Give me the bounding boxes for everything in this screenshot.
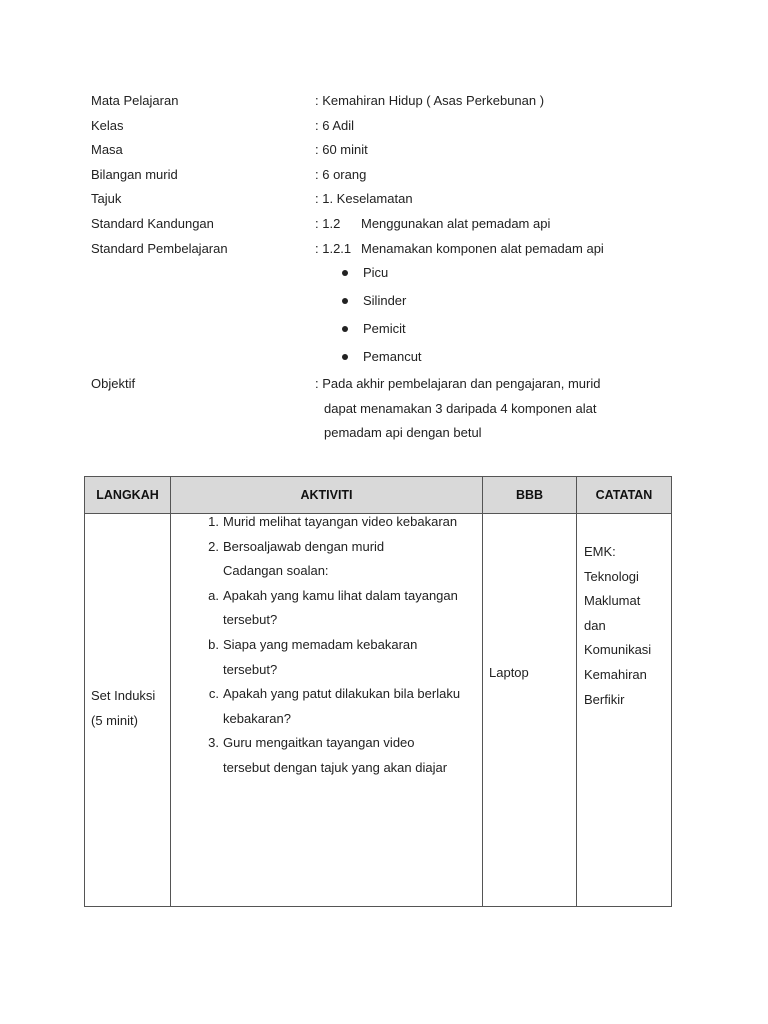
bullet-dot-icon (342, 298, 348, 304)
activity-line (197, 587, 487, 612)
activity-text: Cadangan soalan: (223, 563, 329, 579)
info-label: Bilangan murid (91, 166, 178, 182)
objektif-label: Objektif (91, 376, 136, 391)
info-row-standard-pembelajaran (91, 240, 691, 265)
activity-line (197, 636, 487, 661)
activity-number: c. (208, 686, 219, 702)
info-code: : 1.2.1 (315, 240, 352, 256)
activity-line (197, 759, 487, 784)
info-label: Masa (91, 142, 123, 158)
component-bullet-list (339, 264, 422, 376)
info-label: Standard Pembelajaran (91, 240, 228, 256)
bullet-item (339, 348, 422, 376)
info-value (315, 215, 550, 233)
bullet-item (339, 264, 422, 292)
header-aktiviti: AKTIVITI (300, 488, 353, 502)
activity-text: kebakaran? (223, 710, 291, 726)
cell-langkah (91, 684, 155, 733)
info-value: : 6 orang (315, 166, 367, 182)
langkah-line: Set Induksi (91, 688, 156, 703)
activity-line (197, 734, 487, 759)
info-row-standard-kandungan (91, 215, 691, 240)
activity-text: tersebut? (223, 612, 278, 628)
objektif-value (315, 375, 635, 449)
activity-line (197, 538, 487, 563)
info-row-masa (91, 141, 691, 166)
activity-number: b. (208, 636, 219, 652)
catatan-line: Berfikir (584, 691, 625, 707)
info-label: Standard Kandungan (91, 215, 214, 231)
activity-number: a. (208, 587, 219, 603)
info-row-bilangan-murid (91, 166, 691, 191)
info-row-mata-pelajaran (91, 92, 691, 117)
objektif-line: dapat menamakan 3 daripada 4 komponen alat (324, 400, 597, 416)
activity-line (197, 513, 487, 538)
header-langkah: LANGKAH (96, 488, 159, 502)
info-value: : 6 Adil (315, 117, 355, 133)
activity-text: Bersoaljawab dengan murid (223, 538, 385, 554)
bullet-item (339, 292, 422, 320)
info-value-text: Menggunakan alat pemadam api (361, 215, 551, 231)
bullet-dot-icon (342, 326, 348, 332)
info-label: Kelas (91, 117, 124, 133)
info-value-text: Menamakan komponen alat pemadam api (361, 240, 604, 256)
info-label: Tajuk (91, 191, 122, 207)
activity-text: tersebut dengan tajuk yang akan diajar (223, 759, 448, 775)
bullet-text: Pemancut (363, 349, 422, 364)
bullet-dot-icon (342, 270, 348, 276)
cell-aktiviti (197, 513, 487, 784)
bullet-text: Silinder (363, 293, 407, 308)
activity-number: 2. (208, 538, 219, 554)
activity-line (197, 562, 487, 587)
activity-line (197, 710, 487, 735)
column-divider (576, 477, 577, 906)
table-header-row (85, 477, 671, 514)
info-code: : 1.2 (315, 215, 341, 231)
cell-catatan (584, 540, 651, 712)
bullet-text: Picu (363, 265, 389, 280)
activity-line (197, 685, 487, 710)
objektif-line: : Pada akhir pembelajaran dan pengajaran, murid (315, 376, 601, 391)
info-value: : 1. Keselamatan (315, 191, 413, 207)
bullet-item (339, 320, 422, 348)
info-value: : 60 minit (315, 142, 368, 158)
catatan-line: Maklumat (584, 593, 641, 609)
catatan-line: Komunikasi (584, 642, 652, 658)
info-row-kelas (91, 117, 691, 142)
activity-line (197, 611, 487, 636)
info-value: : Kemahiran Hidup ( Asas Perkebunan ) (315, 93, 545, 108)
bullet-text: Pemicit (363, 321, 406, 336)
activity-text: Apakah yang kamu lihat dalam tayangan (223, 587, 458, 603)
activity-text: Siapa yang memadam kebakaran (223, 636, 418, 652)
activity-number: 1. (208, 514, 219, 529)
activity-text: Murid melihat tayangan video kebakaran (223, 514, 458, 529)
lesson-activity-table (84, 476, 672, 907)
catatan-line: dan (584, 617, 606, 633)
header-bbb: BBB (515, 488, 544, 502)
activity-text: Guru mengaitkan tayangan video (223, 735, 415, 751)
info-label: Mata Pelajaran (91, 93, 179, 108)
activity-line (197, 661, 487, 686)
info-value (315, 240, 604, 258)
activity-number: 3. (208, 735, 219, 751)
column-divider (170, 477, 171, 906)
header-catatan: CATATAN (595, 488, 653, 502)
activity-text: tersebut? (223, 661, 278, 677)
catatan-line: Kemahiran (584, 666, 647, 682)
catatan-line: EMK: (584, 544, 616, 559)
bullet-dot-icon (342, 354, 348, 360)
activity-text: Apakah yang patut dilakukan bila berlaku (223, 686, 461, 702)
catatan-line: Teknologi (584, 568, 639, 584)
info-row-tajuk (91, 190, 691, 215)
objektif-line: pemadam api dengan betul (324, 425, 482, 441)
lesson-info (91, 92, 691, 264)
langkah-line: (5 minit) (91, 712, 138, 728)
cell-bbb: Laptop (489, 665, 529, 680)
